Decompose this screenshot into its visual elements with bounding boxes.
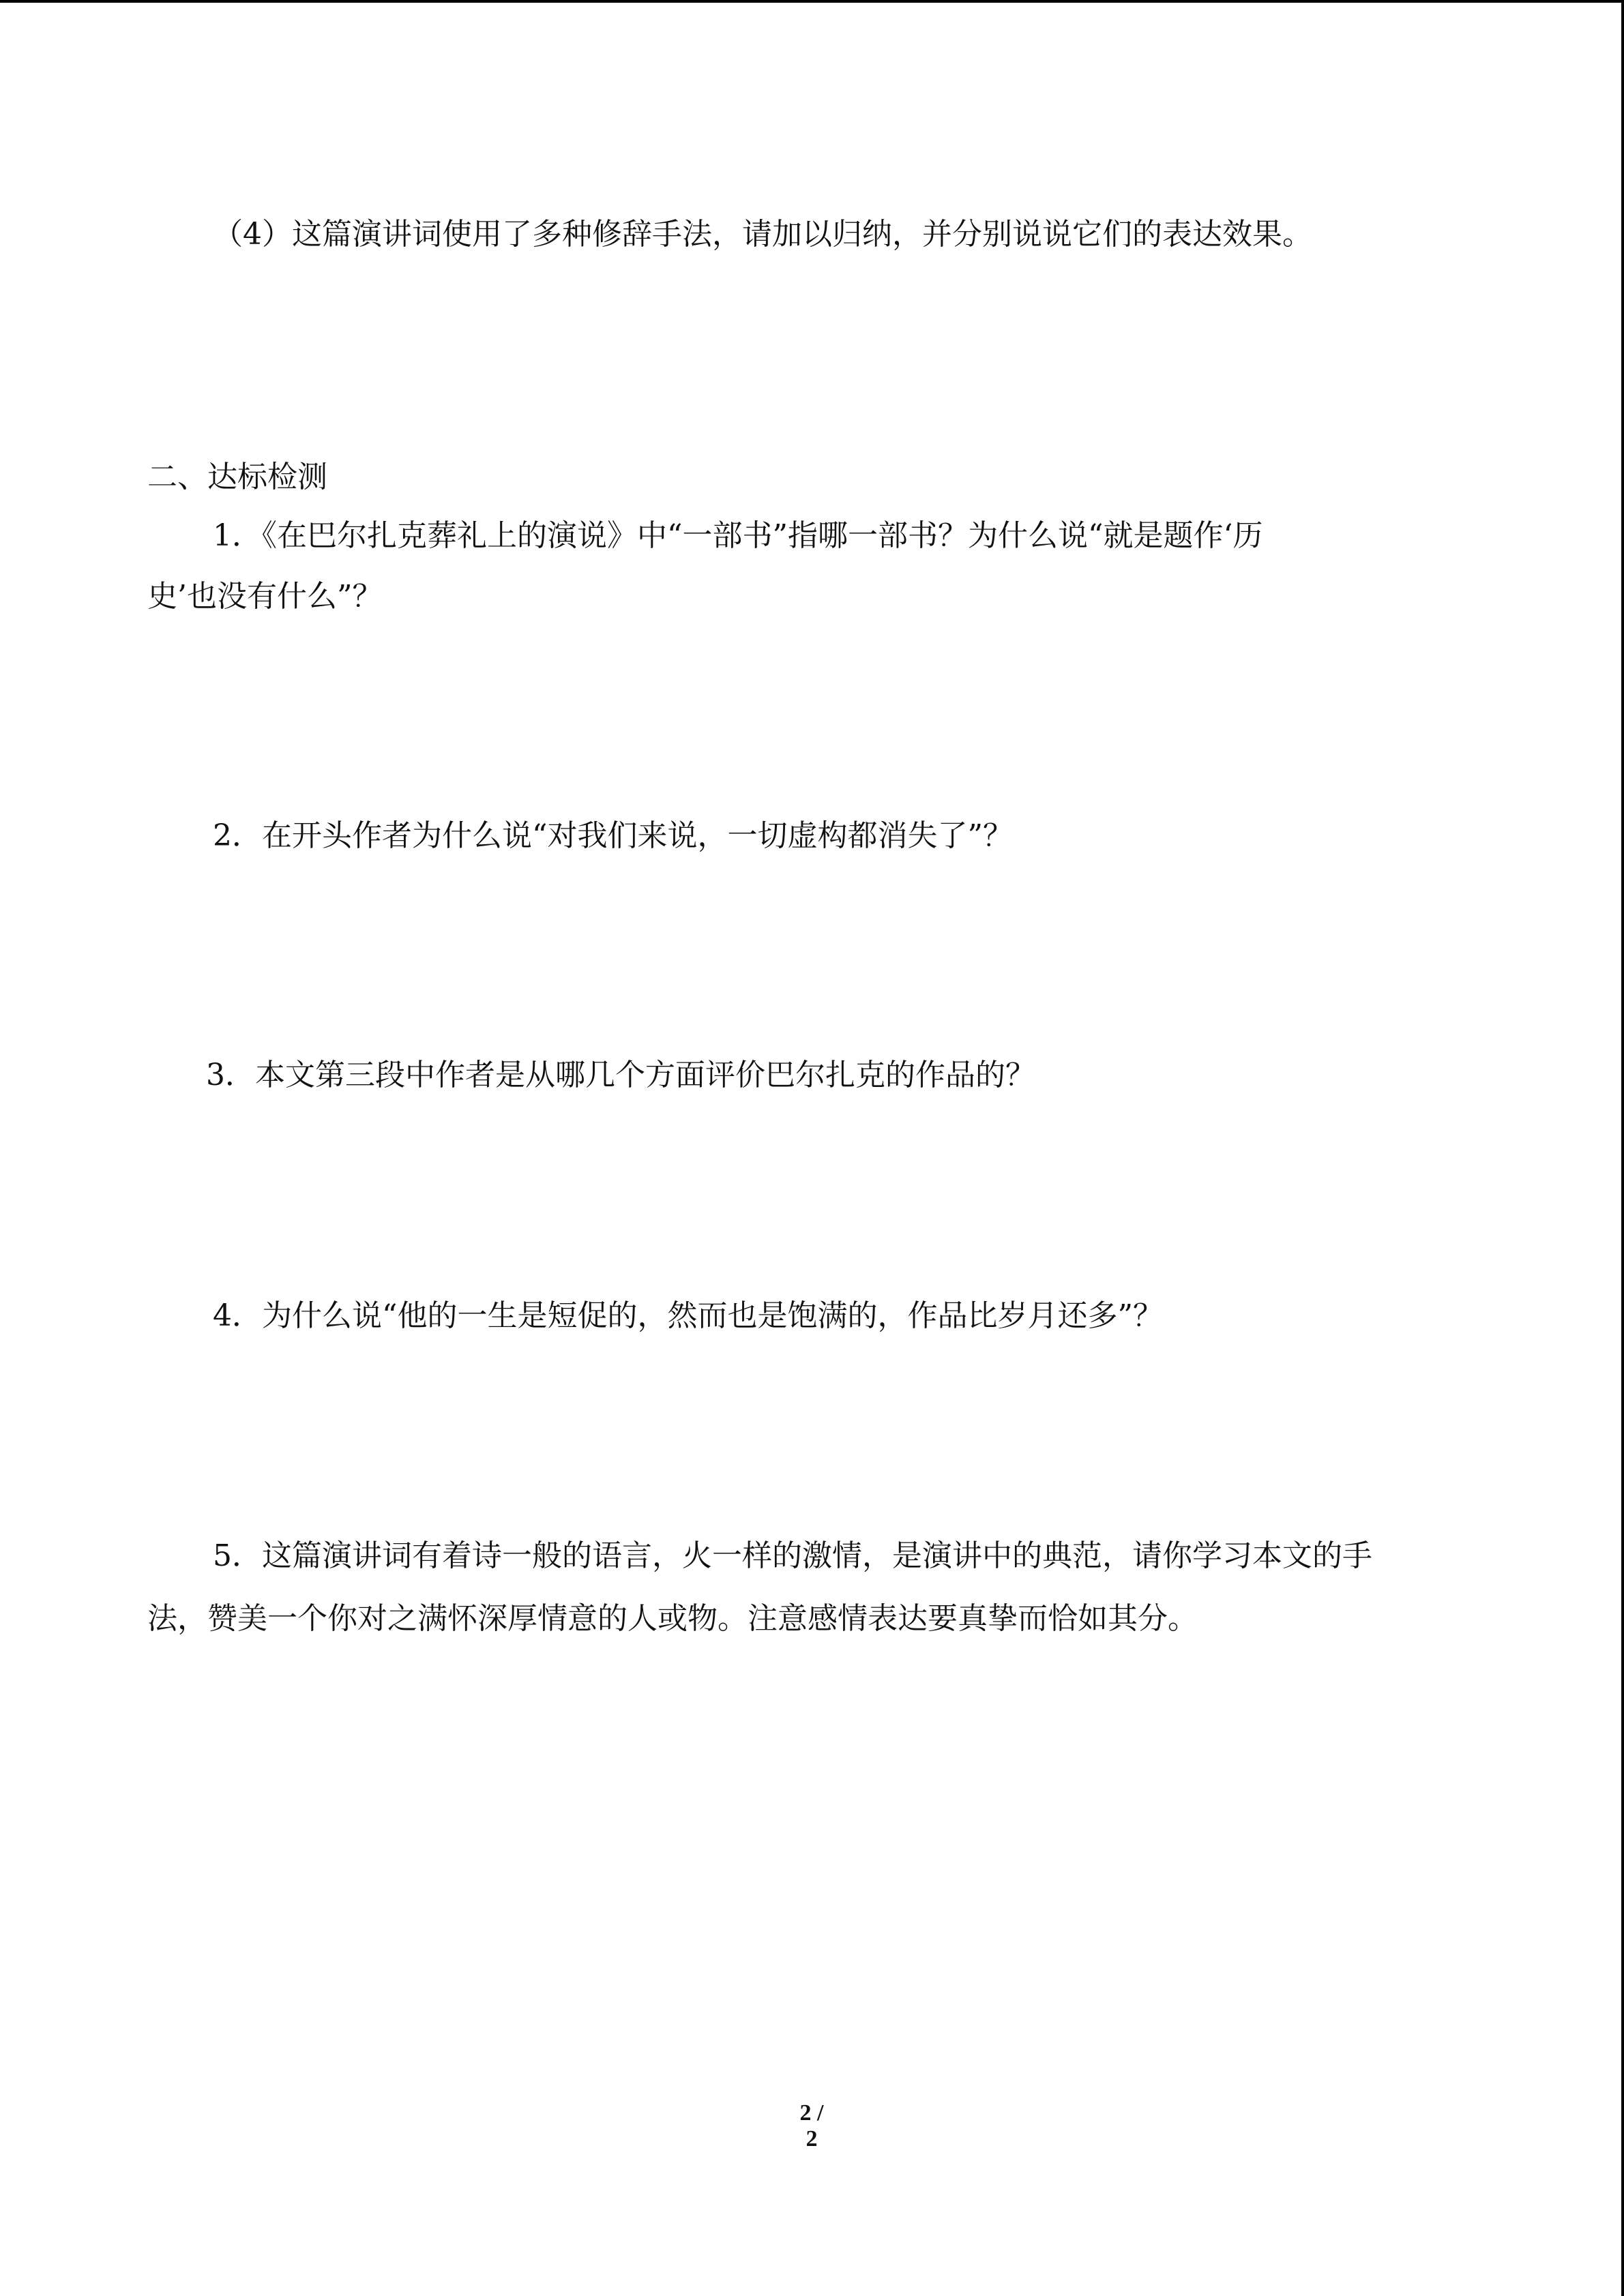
question-1-line-1: 1．《在巴尔扎克葬礼上的演说》中“一部书”指哪一部书？为什么说“就是题作‘历 [213,518,1263,553]
right-border-line [1621,0,1624,2296]
question-4: 4．为什么说“他的一生是短促的，然而也是饱满的，作品比岁月还多”？ [213,1298,1163,1333]
question-4-rhetoric: （4）这篇演讲词使用了多种修辞手法，请加以归纳，并分别说说它们的表达效果。 [213,217,1312,252]
question-3: 3．本文第三段中作者是从哪几个方面评价巴尔扎克的作品的？ [206,1058,1035,1092]
question-1-line-2: 史’也没有什么”？ [147,579,383,614]
question-5-line-2: 法，赞美一个你对之满怀深厚情意的人或物。注意感情表达要真挚而恰如其分。 [147,1601,1198,1636]
section-heading: 二、达标检测 [147,460,327,494]
top-border-line [0,0,1624,3]
question-2: 2．在开头作者为什么说“对我们来说，一切虚构都消失了”？ [213,818,1013,853]
question-5-line-1: 5．这篇演讲词有着诗一般的语言，火一样的激情，是演讲中的典范，请你学习本文的手 [213,1538,1372,1573]
page-number: 2 / 2 [799,2100,824,2151]
